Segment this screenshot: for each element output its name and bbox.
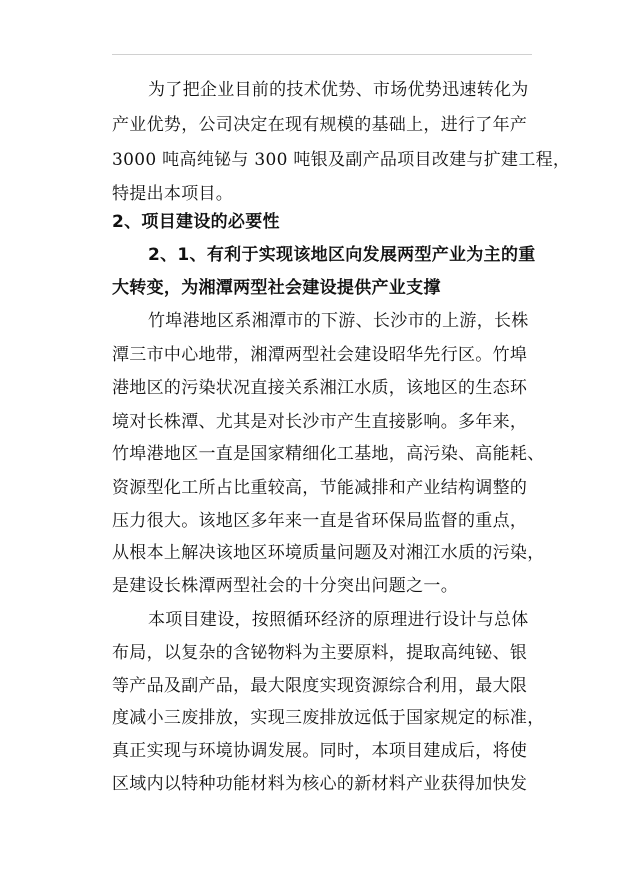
text-line: 布局，以复杂的含铋物料为主要原料，提取高纯铋、银 xyxy=(112,643,528,663)
header-rule xyxy=(112,54,532,55)
text-line: 资源型化工所占比重较高，节能减排和产业结构调整的 xyxy=(112,478,528,498)
text-line: 是建设长株潭两型社会的十分突出问题之一。 xyxy=(112,576,458,596)
subsection-heading: 2、1、有利于实现该地区向发展两型产业为主的重 xyxy=(148,245,536,265)
text-line: 特提出本项目。 xyxy=(112,184,234,204)
text-line: 本项目建设，按照循环经济的原理进行设计与总体 xyxy=(148,610,529,630)
text-line: 潭三市中心地带，湘潭两型社会建设昭华先行区。竹埠 xyxy=(112,345,528,365)
text-line: 区域内以特种功能材料为核心的新材料产业获得加快发 xyxy=(112,774,528,794)
text-line: 港地区的污染状况直接关系湘江水质，该地区的生态环 xyxy=(112,378,528,398)
text-line: 竹埠港地区一直是国家精细化工基地，高污染、高能耗、 xyxy=(112,444,545,464)
text-line: 真正实现与环境协调发展。同时，本项目建成后，将使 xyxy=(112,741,528,761)
text-line: 产业优势，公司决定在现有规模的基础上，进行了年产 xyxy=(112,115,528,135)
text-line: 从根本上解决该地区环境质量问题及对湘江水质的污染， xyxy=(112,543,545,563)
text-line: 压力很大。该地区多年来一直是省环保局监督的重点， xyxy=(112,511,528,531)
text-line: 境对长株潭、尤其是对长沙市产生直接影响。多年来， xyxy=(112,412,528,432)
text-line: 3000 吨高纯铋与 300 吨银及副产品项目改建与扩建工程， xyxy=(112,150,571,170)
text-line: 竹埠港地区系湘潭市的下游、长沙市的上游，长株 xyxy=(148,311,529,331)
section-heading: 2、项目建设的必要性 xyxy=(112,212,280,232)
text-line: 度减小三废排放，实现三废排放远低于国家规定的标准， xyxy=(112,708,545,728)
subsection-heading: 大转变，为湘潭两型社会建设提供产业支撑 xyxy=(112,278,441,298)
text-line: 为了把企业目前的技术优势、市场优势迅速转化为 xyxy=(148,80,529,100)
text-line: 等产品及副产品，最大限度实现资源综合利用，最大限 xyxy=(112,676,528,696)
